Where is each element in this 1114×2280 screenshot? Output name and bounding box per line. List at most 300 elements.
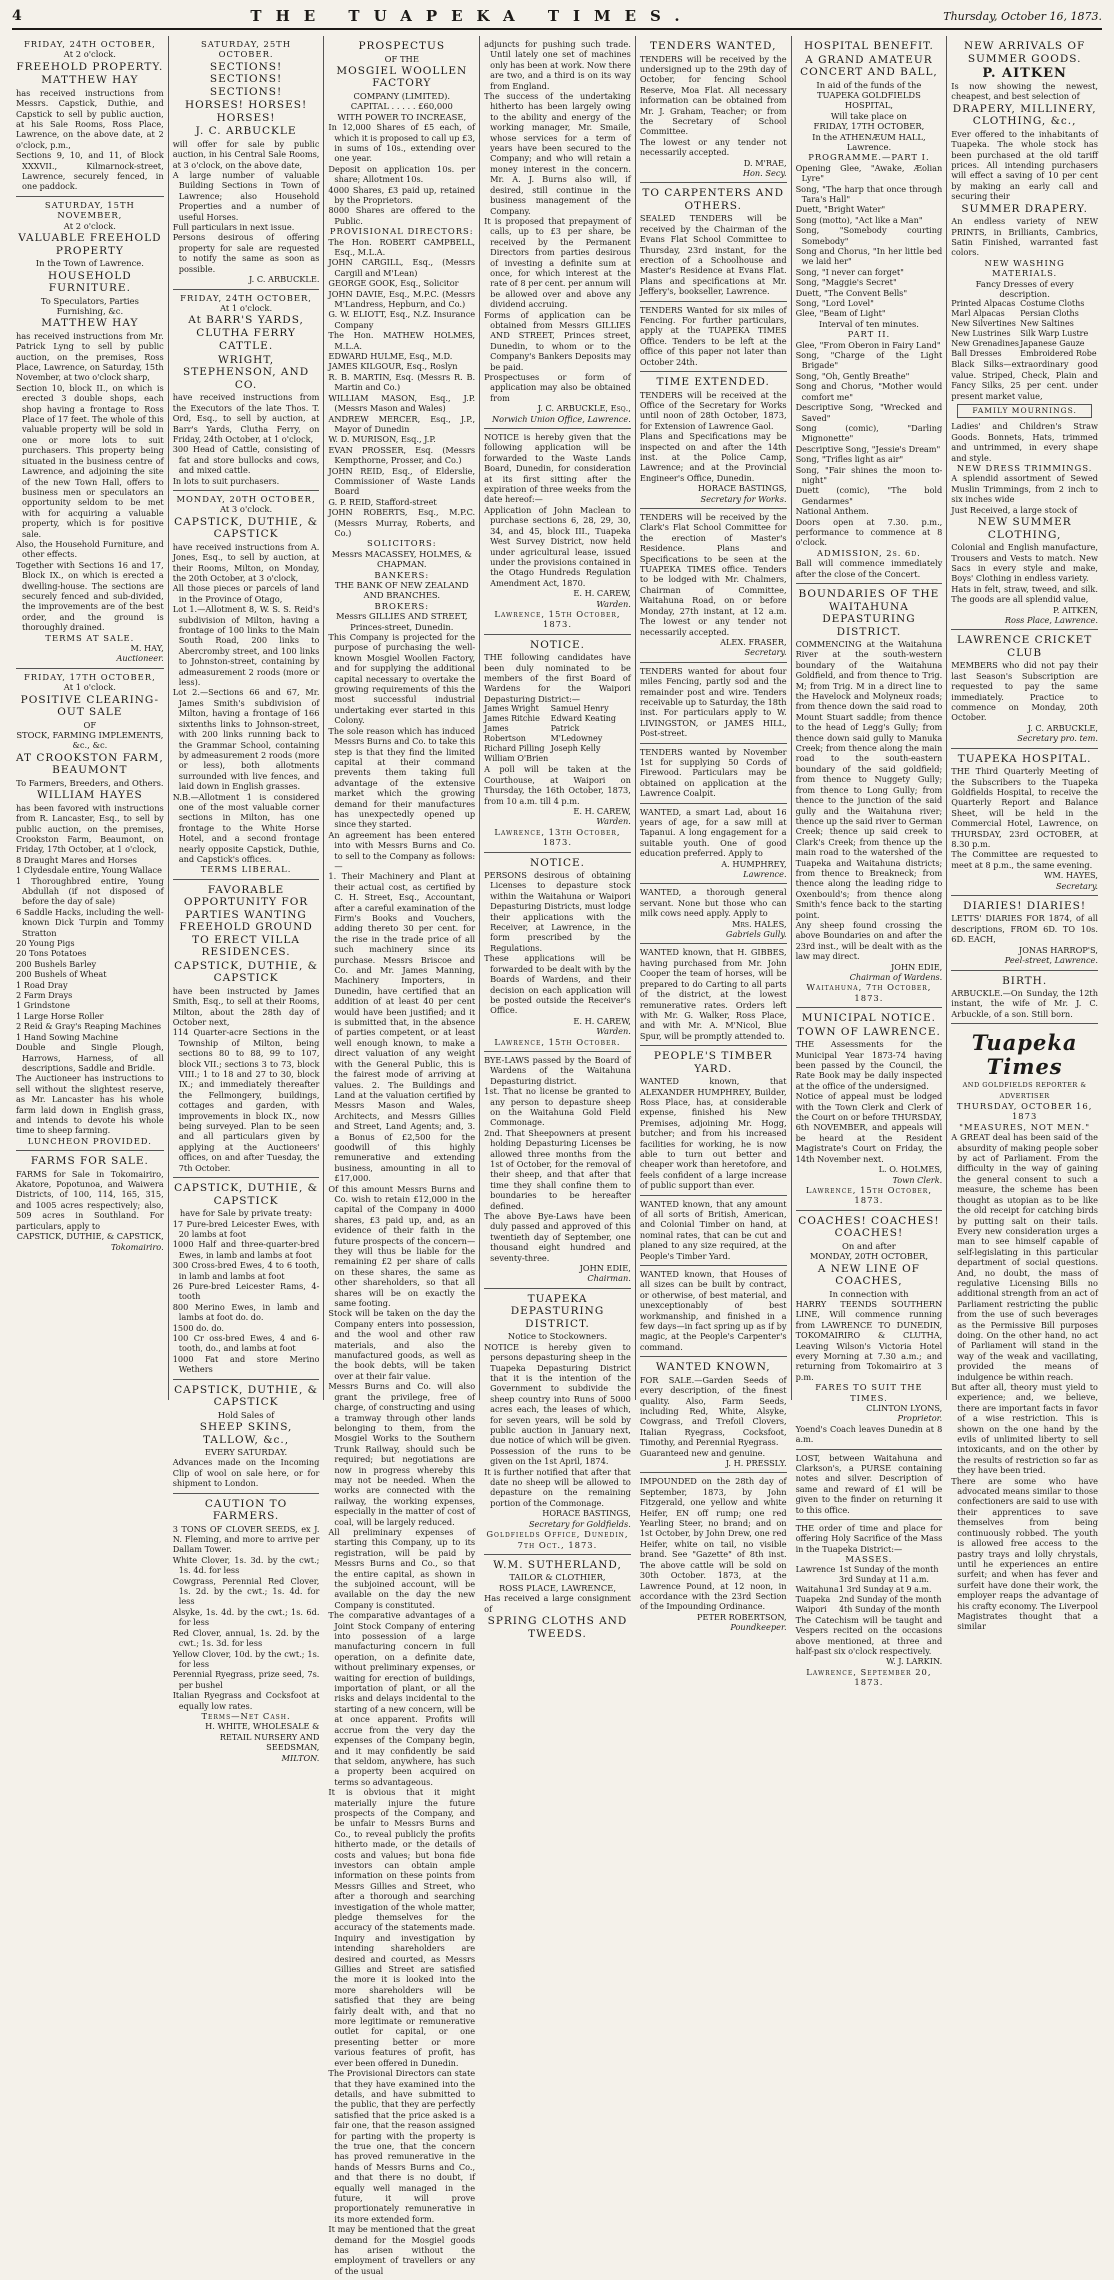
body: has received instructions from Mr. Patrick Lyng to sell by public auction, on the premises, Ross Place, Lawrence, on Saturday, 15th November, at two o'clock sharp, bbox=[16, 330, 164, 383]
signature-line: Chairman of Wardens. bbox=[849, 972, 943, 982]
names-table bbox=[484, 704, 631, 764]
list-item: The sole reason which has induced Messrs Burns and Co. to take this step is that they find the limited capital at their command prevents them taking full advantage of the extensive market which the growing demand for their manufactures has unexpectedly opened up since they started. bbox=[328, 725, 476, 830]
list-item: A large number of valuable Building Sections in Town of Lawrence; also Household Properties and a number of useful Horses. bbox=[172, 170, 320, 222]
signature: WM. HAYES, bbox=[1043, 870, 1098, 881]
body: FARMS for Sale in Tokomairiro, Akatore, Popotunoa, and Waiwera Districts, of 100, 114, 165, 315, and 1005 acres respectively; also, 509 acres in Southland. For particulars, apply to bbox=[16, 1168, 164, 1231]
list-item: 4000 Shares, £3 paid up, retained by the Proprietors. bbox=[328, 184, 476, 205]
time: At 2 o'clock. bbox=[63, 220, 116, 231]
advertisement bbox=[173, 491, 320, 880]
table-row bbox=[484, 754, 631, 764]
items-list bbox=[173, 1555, 320, 1711]
table-cell: Silk Warp Lustre bbox=[1020, 329, 1089, 339]
advertisement bbox=[640, 183, 787, 301]
body8: Colonial and English manufacture, Trousers and Vests to match. New Sacs in every style and make, Boys' Clothing in endless variety. bbox=[951, 542, 1098, 584]
list-item: Song, "Charge of the Light Brigade" bbox=[795, 350, 943, 371]
list-item: But after all, theory must yield to experience; and, we believe, there are important facts in favor of a wise restriction. This is shown on the one hand by the evils of unlimited liberty to sell intoxicants, and on the other by the results of restriction so far as they have been tried. bbox=[951, 1382, 1098, 1476]
list-item: 800 Merino Ewes, in lamb and lambs at foot do. do. bbox=[172, 1301, 320, 1323]
body6: A splendid assortment of Sewed Muslin Trimmings, from 2 inch to six inches wide bbox=[951, 473, 1098, 505]
table-cell: Richard Pilling bbox=[484, 744, 545, 754]
list-item: Italian Ryegrass and Cocksfoot at equally low rates. bbox=[172, 1690, 320, 1711]
table-cell: Costume Cloths bbox=[1020, 299, 1085, 309]
sub: have for Sale by private treaty: bbox=[179, 1208, 313, 1219]
list-item: 100 Cr oss-bred Ewes, 4 and 6-tooth, do., and lambs at foot bbox=[172, 1332, 320, 1354]
table-cell: New Saltines bbox=[1020, 319, 1074, 329]
body: TENDERS Wanted for six miles of Fencing. For further particulars, apply at the TUAPEKA TIMES Office. Tenders to be left at the office of this paper not later than October 24th. bbox=[639, 304, 787, 367]
advertisement bbox=[640, 302, 787, 372]
items-list bbox=[328, 122, 475, 226]
table-cell: 4th Sunday of the month bbox=[838, 1604, 940, 1614]
list-item: Perennial Ryegrass, prize seed, 7s. per bushel bbox=[172, 1669, 320, 1690]
head: At BARR'S YARDS, CLUTHA FERRY bbox=[188, 314, 304, 339]
list-item: Lot 1.—Allotment 8, W. S. S. Reid's subdivision of Milton, having a frontage of 100 links to the Main South Road, 200 links to Abercromby street, and 100 links to Johnston-street, containing by admeasurement 2 roods (more or less). bbox=[172, 604, 320, 688]
head: DIARIES! DIARIES! bbox=[963, 899, 1087, 912]
table-cell: James Robertson bbox=[484, 724, 526, 744]
items-list bbox=[173, 1219, 320, 1375]
signature-line: Poundkeeper. bbox=[730, 1622, 787, 1633]
list-item: 6 Saddle Hacks, including the well-known Dick Turpin and Tommy Stratton bbox=[16, 906, 164, 938]
signature: JOHN EDIE, bbox=[579, 1263, 631, 1274]
body7: Just Received, a large stock of bbox=[951, 504, 1078, 515]
list-item: 17 Pure-bred Leicester Ewes, with 20 lambs at foot bbox=[172, 1218, 320, 1239]
bankers: THE BANK OF NEW ZEALAND AND BRANCHES. bbox=[334, 580, 469, 601]
list-item: Sections 9, 10, and 11, of Block XXXVII., Kilmarnock-street, Lawrence, securely fenced, in one paddock. bbox=[16, 150, 164, 192]
signature: J. C. ARBUCKLE, bbox=[1027, 722, 1098, 733]
column-content bbox=[951, 36, 1098, 1636]
list-item: Opening Glee, "Awake, Æolian Lyre" bbox=[795, 162, 943, 184]
paper-title: Tuapeka Times bbox=[971, 1030, 1078, 1080]
body: will offer for sale by public auction, in his Central Sale Rooms, at 3 o'clock, on the above date, bbox=[172, 138, 320, 170]
advertisement bbox=[951, 749, 1098, 896]
table-row bbox=[951, 319, 1098, 329]
booking: Yoend's Coach leaves Dunedin at 8 a.m. bbox=[795, 1423, 943, 1445]
table-row bbox=[951, 329, 1098, 339]
list-item: Song (comic), "Darling Mignonette" bbox=[795, 422, 943, 444]
list-item: Together with Sections 16 and 17, Block IX., on which is erected a dwelling-house. The sections are securely fenced and sub-divided, the improvements are of the best order, and the ground is thoroughly drained. bbox=[16, 559, 164, 633]
signature-line: Secretary. bbox=[744, 647, 787, 658]
list-item: GEORGE GOOK, Esq., Solicitor bbox=[328, 278, 459, 289]
advertisement bbox=[484, 1555, 631, 1645]
sub4: FRIDAY, 17TH OCTOBER, bbox=[813, 121, 925, 132]
advertisement bbox=[640, 372, 787, 509]
list-item: Stock will be taken on the day the Company enters into possession, and the wool and other raw materials, and also the manufactured goods, as well as the book debts, will be taken over at their fair value. bbox=[328, 1308, 476, 1381]
list-item: Deposit on application 10s. per share; Allotment 10s. bbox=[328, 163, 476, 185]
body: THE following candidates have been duly nominated to be members of the first Board of Wardens for the Waipori Depasturing District:— bbox=[484, 652, 631, 704]
newspaper-title: THE TUAPEKA TIMES. bbox=[250, 7, 694, 25]
list-item: JAMES KILGOUR, Esq., Roslyn bbox=[328, 361, 458, 372]
paras-list bbox=[484, 1055, 631, 1263]
body: ARBUCKLE.—On Sunday, the 12th instant, the wife of Mr. J. C. Arbuckle, of a son. Still born. bbox=[951, 988, 1098, 1019]
body4: Black Silks—extraordinary good value. Striped, Check, Plain and Fancy Silks, 25 per cent. under present market value, bbox=[951, 359, 1098, 401]
list-item: 20 Tons Potatoes bbox=[16, 948, 87, 959]
auctioneer: WILLIAM HAYES bbox=[36, 789, 143, 802]
signature: E. H. CAREW, bbox=[573, 1015, 631, 1026]
column-7 bbox=[946, 36, 1102, 1632]
advertisement bbox=[640, 36, 787, 183]
table-row bbox=[951, 309, 1098, 319]
list-item: 1st. That no license be granted to any person to depasture sheep on the Waitahuna Gold Field Commonage. bbox=[484, 1086, 631, 1128]
list-item: 114 Quarter-acre Sections in the Township of Milton, being sections 80 to 88, 99 to 107, block VII.; sections 3 to 73, block VIII.; 1 to 18 and 27 to 30, block IX.; and immediately thereafter the Fellmongery, buildings, cottages and garden, with improvements in block IX., now being surveyed. Plan to be seen and all particulars given by applying at the Auctioneers' offices, on and after Tuesday, the 7th October. bbox=[172, 1027, 320, 1173]
list-item: National Anthem. bbox=[795, 506, 869, 517]
list-item: 1. Their Machinery and Plant at their actual cost, as certified by C. H. Street, Esq., Accountant, after a careful examination of the Firm's Books and Vouchers, adding thereto 30 per cent. for the rise in the trade price of all such machinery since its purchase. Messrs Briscoe and Co. and Mr. James Manning, Machinery Importers, in Dunedin, have certified that an addition of at least 40 per cent would have been justified; and it is submitted that, in the absence of parties competent, or at least well enough known, to make a direct valuation of any weight with the General Public, this is the fairest mode of arriving at values. 2. The Buildings and Land at the valuation certified by Messrs Mason and Wales, Architects, and Messrs Gillies and Street, Land Agents; and, 3. a Bonus of £2,500 for the goodwill of this highly remunerative and extending business, amounting in all to £17,000. bbox=[328, 871, 476, 1184]
part2-list bbox=[796, 340, 943, 517]
signature: Mrs. HALES, bbox=[731, 918, 787, 929]
list-item: 2nd. That Sheepowners at present holding Depasturing Licenses be allowed three months from the 1st of October, for the removal of their sheep, and that after that time they shall confine them to boundaries to be hereafter defined. bbox=[484, 1127, 631, 1211]
advertisement bbox=[640, 804, 787, 885]
advertisement bbox=[484, 36, 631, 429]
list-item: Section 10, block II., on which is erected 3 double shops, each shop having a frontage to Ross Place of 17 feet. The whole of this valuable property will be sold in one or more lots to suit purchasers. This property being situated in the business centre of Lawrence, and adjoining the site of the new Town Hall, offers to business men or speculators an opportunity seldom to be met with for acquiring a valuable property, which is for positive sale. bbox=[16, 382, 164, 539]
body: have received instructions from the Executors of the late Thos. T. Ord, Esq., to sell by auction, at Barr's Yards, Clutha Ferry, on Friday, 24th October, at 1 o'clock, bbox=[172, 392, 320, 444]
table-cell bbox=[796, 1575, 839, 1585]
list-item: EDWARD HULME, Esq., M.D. bbox=[328, 351, 453, 362]
terms: TERMS AT SALE. bbox=[45, 632, 135, 643]
column-2 bbox=[168, 36, 324, 1763]
head3: SUMMER DRAPERY. bbox=[961, 202, 1088, 215]
signature-line: Warden. bbox=[596, 816, 631, 827]
advertisement bbox=[484, 1289, 631, 1555]
signature: CLINTON LYONS, bbox=[866, 1403, 943, 1413]
time: At 1 o'clock. bbox=[220, 302, 273, 313]
table-cell: James Ritchie bbox=[484, 714, 540, 724]
name: P. AITKEN bbox=[982, 66, 1067, 81]
terms: Terms—Net Cash. bbox=[201, 1710, 291, 1721]
signature-line: Hon. Secy. bbox=[742, 167, 787, 178]
list-item: The success of the undertaking hitherto has been largely owing to the ability and energy of the working manager, Mr. Smaile, whose services for a term of years have been secured to the Company; and who will retain a money interest in the concern. Mr. A. J. Burns also will, if desired, still continue in the business management of the Company. bbox=[484, 91, 631, 216]
body: LOST, between Waitahuna and Clarkson's, a PURSE containing notes and silver. Description of same and reward of £1 will be given to the finder on returning it to this office. bbox=[795, 1452, 943, 1515]
head2: HORSES! HORSES! HORSES! bbox=[184, 99, 308, 124]
sub3: In connection with bbox=[829, 1288, 909, 1299]
advertisement bbox=[796, 1211, 943, 1450]
paras-list bbox=[484, 1342, 631, 1509]
body: FOR SALE.—Garden Seeds of every description, of the finest quality. Also, Farm Seeds, including Red, White, Alsyke, Cowgrass, and Trefoil Clovers, Italian Ryegrass, Cocksfoot, Timothy, and Perennial Ryegrass. bbox=[639, 1374, 787, 1448]
sub2: STOCK, FARMING IMPLEMENTS, bbox=[16, 730, 164, 741]
advertisement bbox=[796, 36, 943, 584]
sub: Notice to Stockowners. bbox=[507, 1331, 608, 1342]
auctioneer: WRIGHT, STEPHENSON, AND CO. bbox=[183, 353, 310, 391]
table-cell: Printed Alpacas bbox=[951, 299, 1016, 309]
signature: W. J. LARKIN. bbox=[886, 1656, 943, 1667]
box: FAMILY MOURNINGS. bbox=[957, 404, 1092, 418]
table-cell: Ball Dresses bbox=[951, 349, 1002, 359]
head: COACHES! COACHES! COACHES! bbox=[798, 1214, 940, 1240]
paper-date: THURSDAY, OCTOBER 16, 1873 bbox=[956, 1101, 1093, 1122]
list-item: 2 Farm Drays bbox=[16, 990, 73, 1001]
body3: An endless variety of NEW PRINTS, in Brilliants, Cambrics, Satin Finished, warranted fast colors. bbox=[951, 216, 1098, 258]
foot: LUNCHEON PROVIDED. bbox=[27, 1135, 152, 1146]
body: WANTED, a smart Lad, about 16 years of age, for a saw mill at Tapanui. A long engagement for a suitable youth. One of good education preferred. Apply to bbox=[639, 806, 787, 859]
body2: The Catechism will be taught and Vespers recited on the occasions above mentioned, at three and half-past six o'clock respectively. bbox=[795, 1614, 943, 1656]
sub: In aid of the funds of the bbox=[816, 79, 922, 90]
sub2: ROSS PLACE, LAWRENCE, bbox=[498, 1582, 617, 1593]
items-list bbox=[484, 505, 631, 588]
list-item: A GREAT deal has been said of the absurdity of making people sober by act of Parliament. From the difficulty in the way of gaining the general consent to such a measure, the scheme has been thought as utopian as to be like the old receipt for catching birds by putting salt on their tails. Every new consideration urges a man to see himself capable of self-legislating in this particular department of social questions. And, no doubt, the mass of regulative Licensing Bills no additional strength from an act of Parliament restricting the public from the use of such beverages as the Permissive Bill purposes doing. On the other hand, no act of Parliament will stand in the way of the weak and vacillating, provided the means of indulgence be within reach. bbox=[951, 1132, 1098, 1382]
head: NOTICE. bbox=[530, 638, 585, 651]
signature-line: Lawrence. bbox=[743, 869, 787, 880]
list-item: G. P. REID, Stafford-street bbox=[328, 496, 437, 507]
list-item: 1000 Fat and store Merino Wethers bbox=[172, 1353, 320, 1375]
sub3: WITH POWER TO INCREASE, bbox=[337, 111, 467, 122]
list-item: Descriptive Song, "Wrecked and Saved" bbox=[795, 402, 943, 423]
list-item: N.B.—Allotment 1 is considered one of the most valuable corner sections in Milton, has one frontage to the White Horse Hotel, and a second frontage nearly opposite Capstick, Duthie, and Capstick's offices. bbox=[172, 791, 320, 864]
body: TENDERS will be received by the undersigned up to the 29th day of October, for fencing School Reserve, Moa Flat. All necessary information can be obtained from Mr. J. Graham, Teacher; or from the Secretary of School Committee. bbox=[639, 53, 787, 137]
signature: JONAS HARROP'S, bbox=[1018, 944, 1098, 955]
body: THE Third Quarterly Meeting of the Subscribers to the Tuapeka Goldfields Hospital, to receive the Quarterly Report and Balance Sheet, will be held in the Commercial Hotel, Lawrence, on THURSDAY, 23rd OCTOBER, at 8.30 p.m. bbox=[951, 766, 1098, 849]
list-item: 1 Thoroughbred entire, Young Abdullah (if not disposed of before the day of sale) bbox=[16, 875, 164, 907]
doors: Doors open at 7.30. p.m., performance to commence at 8 o'clock. bbox=[795, 516, 943, 548]
head: TUAPEKA DEPASTURING DISTRICT. bbox=[510, 1292, 605, 1330]
list-item: Song, "Trifles light as air" bbox=[795, 454, 904, 465]
list-item: Of this amount Messrs Burns and Co. wish to retain £12,000 in the capital of the Company in 4000 shares, £3 paid up, and, as an evidence of their faith in the future prospects of the concern—they will thus be liable for the remaining £2 per share of calls on these shares, the same as other shareholders, so that all shares will be on exactly the same footing. bbox=[328, 1183, 476, 1309]
list-item: These applications will be forwarded to be dealt with by the Boards of Wardens, and their decision on each application will be posted outside the Receiver's Office. bbox=[484, 953, 631, 1016]
list-item: This Company is projected for the purpose of purchasing the well-known Mosgiel Woollen Factory, and for supplying the additional capital necessary to overtake the growing requirements of this the most successful industrial undertaking ever started in this Colony. bbox=[328, 632, 476, 726]
column-4 bbox=[479, 36, 635, 1640]
body: Is now showing the newest, cheapest, and best selection of bbox=[951, 81, 1098, 102]
signature-line: Proprietor. bbox=[897, 1413, 943, 1424]
table-row bbox=[951, 299, 1098, 309]
list-item: Application of John Maclean to purchase sections 6, 28, 29, 30, 34, and 45, block III., Tuapeka West Survey District, now held under agricultural lease, issued under the provisions contained in the Otago Hundreds Regulation Amendment Act, 1870. bbox=[484, 504, 631, 588]
body5: Ladies' and Children's Straw Goods. Bonnets, Hats, trimmed and untrimmed, in every shape and style. bbox=[951, 421, 1098, 463]
table-cell: Waitahuna bbox=[795, 1584, 839, 1594]
head2: AT CROOKSTON FARM, BEAUMONT bbox=[16, 751, 164, 777]
auctioneer: CAPSTICK, DUTHIE, & CAPSTICK bbox=[174, 959, 318, 985]
signature-line: Gabriels Gully. bbox=[725, 929, 787, 940]
head2: A NEW LINE OF COACHES, bbox=[817, 1262, 920, 1288]
part1-list bbox=[796, 163, 943, 319]
head: FARMS FOR SALE. bbox=[30, 1155, 149, 1168]
auctioneer: MATTHEW HAY bbox=[41, 74, 139, 87]
list-item: Alsyke, 1s. 4d. by the cwt.; 1s. 6d. for less bbox=[172, 1606, 320, 1628]
head5: NEW DRESS TRIMMINGS. bbox=[956, 463, 1093, 474]
signature: H. WHITE, WHOLESALE & RETAIL NURSERY AND SEEDSMAN, bbox=[205, 1721, 320, 1753]
signature: M. HAY, bbox=[130, 643, 164, 653]
list-item: Song, "I never can forget" bbox=[795, 266, 904, 277]
body: has been favored with instructions from R. Lancaster, Esq., to sell by public auction, on the premises, Crookston Farm, Beaumont, on Friday, 17th October, at 1 o'clock, bbox=[16, 802, 164, 855]
advertisement bbox=[796, 584, 943, 1008]
paras-list bbox=[484, 870, 631, 1016]
motto: "MEASURES, NOT MEN." bbox=[959, 1121, 1091, 1132]
sub: OF THE bbox=[384, 53, 419, 64]
body2: The Committee are requested to meet at 8 p.m., the same evening. bbox=[951, 849, 1098, 870]
advertisement bbox=[16, 36, 164, 197]
columns bbox=[12, 36, 1102, 2276]
time: At 3 o'clock. bbox=[220, 504, 273, 515]
table-row bbox=[951, 339, 1098, 349]
sub: OF bbox=[83, 719, 97, 730]
list-item: Messrs Burns and Co. will also grant the privilege, free of charge, of constructing and using a tramway through other lands belonging to them, from the Mosgiel Works to the Southern Trunk Railway, should such be required; but negotiations are now in progress whereby this may not be needed. When the works are connected with the railway, the working expenses, especially in the matter of cost of coal, will be largely reduced. bbox=[328, 1381, 476, 1527]
column-5 bbox=[635, 36, 791, 1633]
column-1 bbox=[12, 36, 168, 1400]
list-item: NOTICE is hereby given to persons depasturing sheep in the Tuapeka Depasturing District that it is the intention of the Government to subdivide the sheep country into Runs of 5000 acres each, the leases of which, for seven years, will be sold by public auction in January next, due notice of which will be given. Possession of the runs to be given on the 1st April, 1874. bbox=[484, 1341, 631, 1467]
advertisement bbox=[640, 884, 787, 944]
list-item: Glee, "Beam of Light" bbox=[795, 308, 886, 319]
body: THE Assessments for the Municipal Year 1873-74 having been passed by the Council, the Rate Book may be daily inspected at the office of the undersigned. bbox=[795, 1039, 943, 1091]
list-item: Descriptive Song, "Jessie's Dream" bbox=[795, 443, 941, 454]
signature: P. AITKEN, bbox=[1052, 604, 1098, 615]
table-row bbox=[796, 1585, 943, 1595]
body: Has received a large consignment of bbox=[484, 1593, 631, 1614]
signature: J. H. PRESSLY. bbox=[725, 1458, 787, 1469]
body: WANTED known, that any amount of all sorts of British, American, and Colonial Timber on hand, at nominal rates, that can be cut and planed to any size required, at the People's Timber Yard. bbox=[639, 1198, 787, 1261]
date: Lawrence, September 20, 1873. bbox=[806, 1666, 932, 1688]
table-cell: 2nd Sunday of the month bbox=[838, 1594, 942, 1604]
column-content bbox=[484, 36, 631, 1645]
head2: DRAPERY, MILLINERY, CLOTHING, &c., bbox=[952, 102, 1097, 128]
list-item: 1 Large Horse Roller bbox=[16, 1010, 104, 1021]
advertisement bbox=[796, 1520, 943, 1691]
table-cell: Lawrence bbox=[795, 1564, 836, 1574]
list-item: adjuncts for pushing such trade. Until lately one set of machines only has been at work. Now there are two, and a third is on its way from England. bbox=[484, 39, 631, 91]
head6: NEW SUMMER CLOTHING, bbox=[977, 516, 1072, 541]
advertisement bbox=[173, 290, 320, 491]
list-item: It is proposed that prepayment of calls, up to £3 per share, be received by the Permanent Directors from parties desirous of investing a definite sum at once, for which interest at the rate of 8 per cent. per annum will be allowed over and above any dividend accruing. bbox=[484, 215, 631, 310]
capital: CAPITAL . . . . . £60,000 bbox=[350, 101, 453, 112]
items-list bbox=[16, 150, 164, 192]
head: HOSPITAL BENEFIT. bbox=[803, 40, 934, 52]
list-item: Song (motto), "Act like a Man" bbox=[795, 214, 923, 225]
body: NOTICE is hereby given that the following application will be forwarded to the Waste Lands Board, Dunedin, for consideration at its first sitting after the expiration of three weeks from the date hereof:— bbox=[484, 432, 631, 505]
list-item: It may be mentioned that the great demand for the Mosgiel goods has arisen without the employment of travellers or any of the usual bbox=[328, 2224, 476, 2276]
column-content bbox=[796, 36, 943, 1692]
list-item: JOHN REID, Esq., of Elderslie, Commissioner of Waste Lands Board bbox=[328, 465, 476, 497]
head: FAVORABLE OPPORTUNITY FOR PARTIES WANTING FREEHOLD GROUND TO ERECT VILLA RESIDENCES. bbox=[179, 883, 313, 959]
admission: ADMISSION, 2s. 6d. bbox=[817, 547, 921, 558]
table-cell: Japanese Gauze bbox=[1020, 339, 1085, 349]
table-row bbox=[484, 704, 631, 714]
column-content bbox=[640, 36, 787, 1637]
list-item: Glee, "From Oberon in Fairy Land" bbox=[795, 339, 941, 350]
list-item: Red Clover, annual, 1s. 2d. by the cwt.; 1s. 3d. for less bbox=[172, 1627, 320, 1649]
sub4: To Farmers, Breeders, and Others. bbox=[16, 777, 164, 788]
signature-line: Peel-street, Lawrence. bbox=[1004, 955, 1098, 966]
advertisement bbox=[173, 1380, 320, 1494]
list-item: 300 Head of Cattle, consisting of fat and store bullocks and cows, and mixed cattle. bbox=[172, 444, 320, 476]
table-cell: 1 3rd Sunday at 9 a.m. bbox=[838, 1584, 932, 1594]
signature: D. M'RAE, bbox=[743, 157, 787, 168]
list-item: Song, "Fair shines the moon to-night" bbox=[795, 464, 943, 485]
list-item: 1500 do. do. bbox=[172, 1322, 225, 1333]
table-cell: Waipori bbox=[795, 1604, 827, 1614]
date: FRIDAY, 24TH OCTOBER, bbox=[180, 292, 312, 303]
masses-table bbox=[796, 1565, 943, 1615]
directors-head: PROVISIONAL DIRECTORS: bbox=[329, 226, 474, 237]
advertisement bbox=[640, 1046, 787, 1195]
column-content bbox=[328, 36, 475, 2280]
sub2: TUAPEKA GOLDFIELDS HOSPITAL, bbox=[816, 89, 921, 111]
signature: CAPSTICK, DUTHIE, & CAPSTICK, bbox=[16, 1231, 164, 1242]
body: WANTED known, that ALEXANDER HUMPHREY, Builder, Ross Place, has, at considerable expense, finished his New Premises, adjoining Mr. Hogg, butcher; and from his increased facilities for working, he is now able to turn out better and cheaper work than heretofore, and feels confident of a large increase of public support than ever. bbox=[639, 1076, 787, 1191]
items-list bbox=[173, 444, 320, 486]
head: CAUTION TO FARMERS. bbox=[204, 1497, 288, 1523]
items-list bbox=[173, 1027, 320, 1173]
list-item: Song, "Oh, Gently Breathe" bbox=[795, 370, 910, 381]
table-cell: New Silvertines bbox=[951, 319, 1016, 329]
body: THE order of time and place for offering Holy Sacrifice of the Mass in the Tuapeka District:— bbox=[795, 1523, 943, 1554]
table-row bbox=[484, 724, 631, 744]
time: At 1 o'clock. bbox=[63, 682, 116, 693]
signature: L. O. HOLMES, bbox=[878, 1164, 943, 1175]
brokers: Messrs GILLIES AND STREET, Princes-street, Dunedin. bbox=[335, 611, 468, 632]
list-item: G. W. ELIOTT, Esq., N.Z. Insurance Company bbox=[328, 309, 476, 330]
date: SATURDAY, 25TH OCTOBER. bbox=[201, 39, 292, 60]
table-cell: William O'Brien bbox=[484, 754, 549, 764]
auctioneer: MATTHEW HAY bbox=[41, 317, 139, 330]
body: has received instructions from Messrs. Capstick, Duthie, and Capstick to sell by public auction, at his Sale Rooms, Ross Place, Lawrence, on the above date, at 2 o'clock, p.m., bbox=[16, 87, 164, 150]
sub3: Will take place on bbox=[830, 110, 907, 121]
solicitors: Messrs MACASSEY, HOLMES, & CHAPMAN. bbox=[331, 548, 472, 570]
advertisement bbox=[640, 1473, 787, 1636]
body: TENDERS wanted by November 1st for supplying 50 Cords of Firewood. Particulars may be obtained on application at the Lawrence Coalpit. bbox=[639, 746, 787, 799]
list-item: ANDREW MERCER, Esq., J.P., Mayor of Dunedin bbox=[328, 413, 476, 434]
list-item: Double and Single Plough, Harrows, Harness, of all descriptions, Saddle and Bridle. bbox=[16, 1042, 164, 1073]
list-item: 8 Draught Mares and Horses bbox=[16, 854, 137, 865]
table-cell: Persian Cloths bbox=[1020, 309, 1079, 319]
head4: NEW WASHING MATERIALS. bbox=[984, 257, 1065, 279]
body9: Hats in felt, straw, tweed, and silk. The goods are all splendid value, bbox=[951, 583, 1098, 605]
paras-list bbox=[328, 632, 475, 2276]
signature: E. H. CAREW, bbox=[573, 588, 631, 599]
body: 3 TONS OF CLOVER SEEDS, ex J. N. Fleming, and more to arrive per Dallam Tower. bbox=[172, 1523, 320, 1555]
table-cell: Patrick M'Ledowney bbox=[550, 724, 603, 744]
auctioneer: CAPSTICK, DUTHIE, & CAPSTICK bbox=[174, 515, 318, 541]
sub: On and after bbox=[842, 1240, 896, 1251]
advertisement bbox=[484, 1052, 631, 1289]
list-item: W. D. MURISON, Esq., J.P. bbox=[328, 434, 436, 445]
paper-sub: AND GOLDFIELDS REPORTER & ADVERTISER bbox=[962, 1081, 1087, 1100]
body: TENDERS will be received at the Office of the Secretary for Works until noon of 28th October, 1873, for Extension of Lawrence Gaol. bbox=[639, 389, 787, 431]
list-item: All preliminary expenses of starting this Company, up to its registration, will be paid by Messrs Burns and Co., so that the entire capital, as shown in the subjoined account, will be available on the day the new Company is constituted. bbox=[328, 1526, 476, 1610]
list-item: 8000 Shares are offered to the Public. bbox=[328, 205, 476, 226]
table-row bbox=[796, 1575, 943, 1585]
list-item: Yellow Clover, 10d. by the cwt.; 1s. for less bbox=[172, 1648, 320, 1669]
list-item: 1 Road Dray bbox=[16, 979, 68, 990]
advertisement bbox=[484, 853, 631, 1052]
list-item: The comparative advantages of a Joint Stock Company of entering into possession of a large manufacturing concern in full operation, on a definite date, without preliminary expenses, or waiting for erection of buildings, importation of plant, or all the risks and delays incidental to the starting of a new concern, will be at once apparent. Profits will accrue from the very day the expenses of the Company begin, and it may confidently be said that seldom, anywhere, has such a property been acquired on terms so advantageous. bbox=[328, 1610, 476, 1787]
advertisement bbox=[173, 1494, 320, 1767]
head: BIRTH. bbox=[1002, 974, 1048, 987]
list-item: 1 Hand Sowing Machine bbox=[16, 1031, 119, 1042]
list-item: BYE-LAWS passed by the Board of Wardens of the Waitahuna Depasturing district. bbox=[484, 1054, 631, 1086]
table-cell: Embroidered Robe bbox=[1020, 349, 1097, 359]
signature-line: Norwich Union Office, Lawrence. bbox=[491, 413, 631, 424]
head: TIME EXTENDED. bbox=[656, 376, 770, 389]
date: MONDAY, 20TH OCTOBER, bbox=[176, 493, 316, 504]
sub: Fancy Dresses of every description. bbox=[975, 278, 1074, 299]
table-cell: New Grenadines bbox=[951, 339, 1019, 349]
ball: Ball will commence immediately after the close of the Concert. bbox=[795, 558, 943, 579]
head2: A GRAND AMATEUR CONCERT AND BALL, bbox=[800, 53, 938, 78]
list-item: Song, "Maggie's Secret" bbox=[795, 277, 897, 288]
sub: TAILOR & CLOTHIER, bbox=[509, 1572, 606, 1583]
body2: The lowest or any tender not necessarily accepted. bbox=[639, 136, 787, 158]
table-cell: Tuapeka bbox=[795, 1594, 831, 1604]
fabrics-table bbox=[951, 299, 1098, 359]
page-number: 4 bbox=[12, 8, 22, 24]
signature: J. C. ARBUCKLE. bbox=[249, 274, 320, 285]
body: TENDERS wanted for about four miles Fencing, partly sod and the remainder post and wire. Tenders receivable up to Saturday, the 18th inst. For particulars apply to W. LIVINGSTON, or JAMES HILL, Post-street. bbox=[639, 665, 787, 739]
body2: A poll will be taken at the Courthouse, at Waipori on Thursday, the 16th October, 1873, from 10 a.m. till 4 p.m. bbox=[484, 764, 631, 806]
issue-date: Thursday, October 16, 1873. bbox=[943, 9, 1102, 23]
list-item: JOHN ROBERTS, Esq., M.P.C. (Messrs Murray, Roberts, and Co.) bbox=[328, 507, 476, 538]
signature: HORACE BASTINGS, bbox=[697, 483, 787, 494]
table-cell: Marl Alpacas bbox=[951, 309, 1005, 319]
list-item: 1 Grindstone bbox=[16, 1000, 70, 1011]
head: TO CARPENTERS AND OTHERS. bbox=[642, 187, 785, 212]
head: LAWRENCE CRICKET CLUB bbox=[956, 634, 1093, 659]
head2: CATTLE. bbox=[218, 340, 274, 353]
signature: JOHN EDIE, bbox=[891, 961, 943, 972]
head2: SHEEP SKINS, TALLOW, &c., bbox=[199, 1421, 293, 1446]
table-cell: James Wright bbox=[484, 704, 539, 714]
list-item: In 12,000 Shares of £5 each, of which it is proposed to call up £3, in sums of 10s., extending over one year. bbox=[328, 122, 476, 164]
